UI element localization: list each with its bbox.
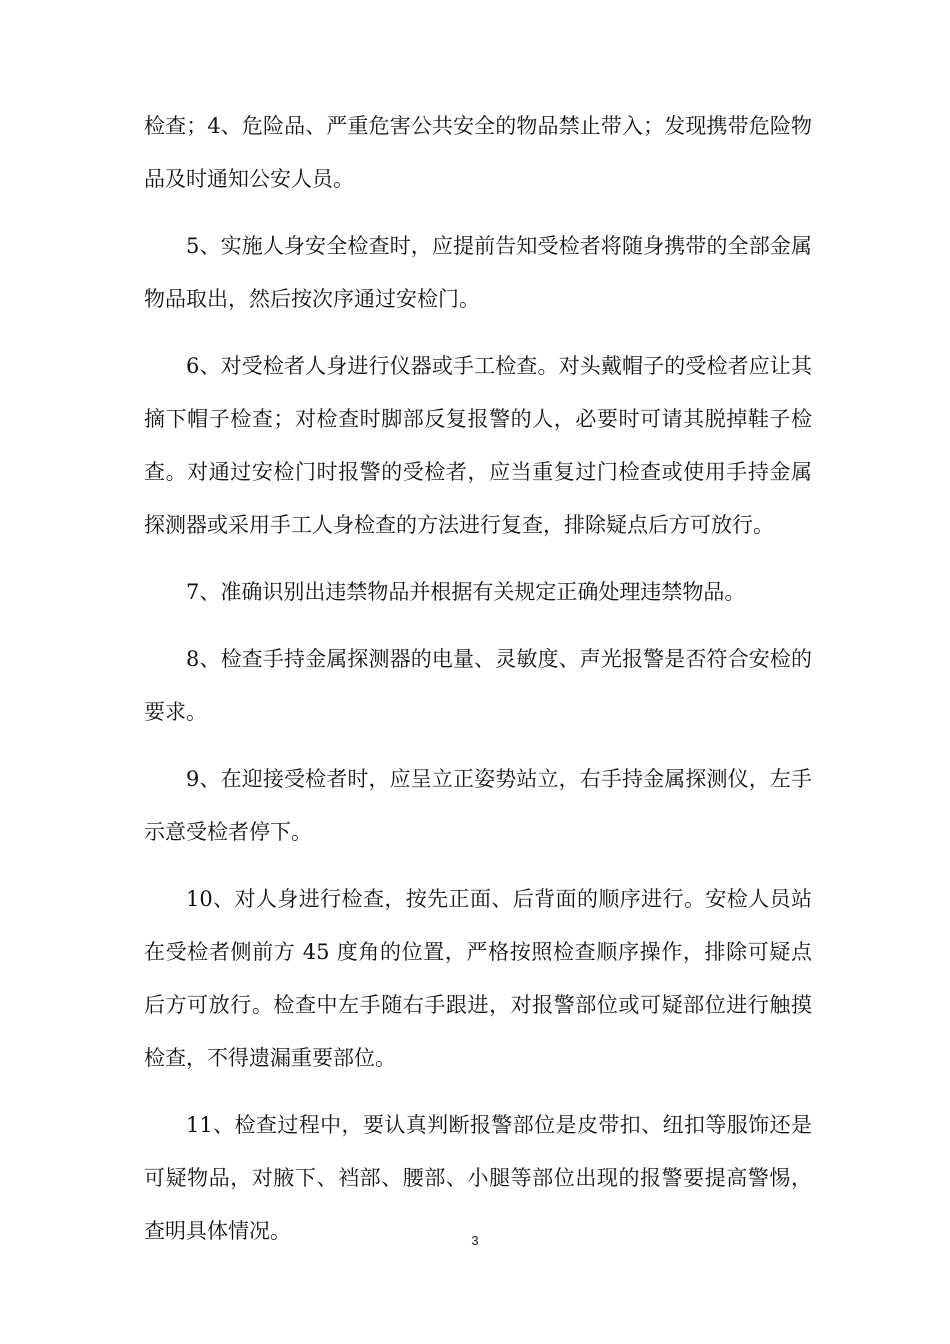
paragraph-item-6: 6、对受检者人身进行仪器或手工检查。对头戴帽子的受检者应让其摘下帽子检查；对检查时脚部反复报警的人，必要时可请其脱掉鞋子检查。对通过安检门时报警的受检者，应当重复过门检查或使用手持金属探测器或采用手工人身检查的方法进行复查，排除疑点后方可放行。 (144, 354, 812, 537)
paragraph-item-11: 11、检查过程中，要认真判断报警部位是皮带扣、纽扣等服饰还是可疑物品，对腋下、裆部、腰部、小腿等部位出现的报警要提高警惕，查明具体情况。 (144, 1113, 812, 1243)
paragraph-item-8: 8、检查手持金属探测器的电量、灵敏度、声光报警是否符合安检的要求。 (144, 647, 812, 724)
page-number: 3 (471, 1233, 479, 1248)
paragraph-continuation: 检查；4、危险品、严重危害公共安全的物品禁止带入；发现携带危险物品及时通知公安人员。 (144, 114, 812, 191)
paragraph-item-7: 7、准确识别出违禁物品并根据有关规定正确处理违禁物品。 (186, 580, 746, 604)
paragraph-item-5: 5、实施人身安全检查时，应提前告知受检者将随身携带的全部金属物品取出，然后按次序通过安检门。 (144, 234, 812, 311)
paragraph-item-10: 10、对人身进行检查，按先正面、后背面的顺序进行。安检人员站在受检者侧前方 45 度角的位置，严格按照检查顺序操作，排除可疑点后方可放行。检查中左手随右手跟进，对报警部位或可疑部位进行触摸检查，不得遗漏重要部位。 (144, 887, 812, 1070)
document-body (144, 100, 812, 1272)
paragraph-item-9: 9、在迎接受检者时，应呈立正姿势站立，右手持金属探测仪，左手示意受检者停下。 (144, 767, 812, 844)
